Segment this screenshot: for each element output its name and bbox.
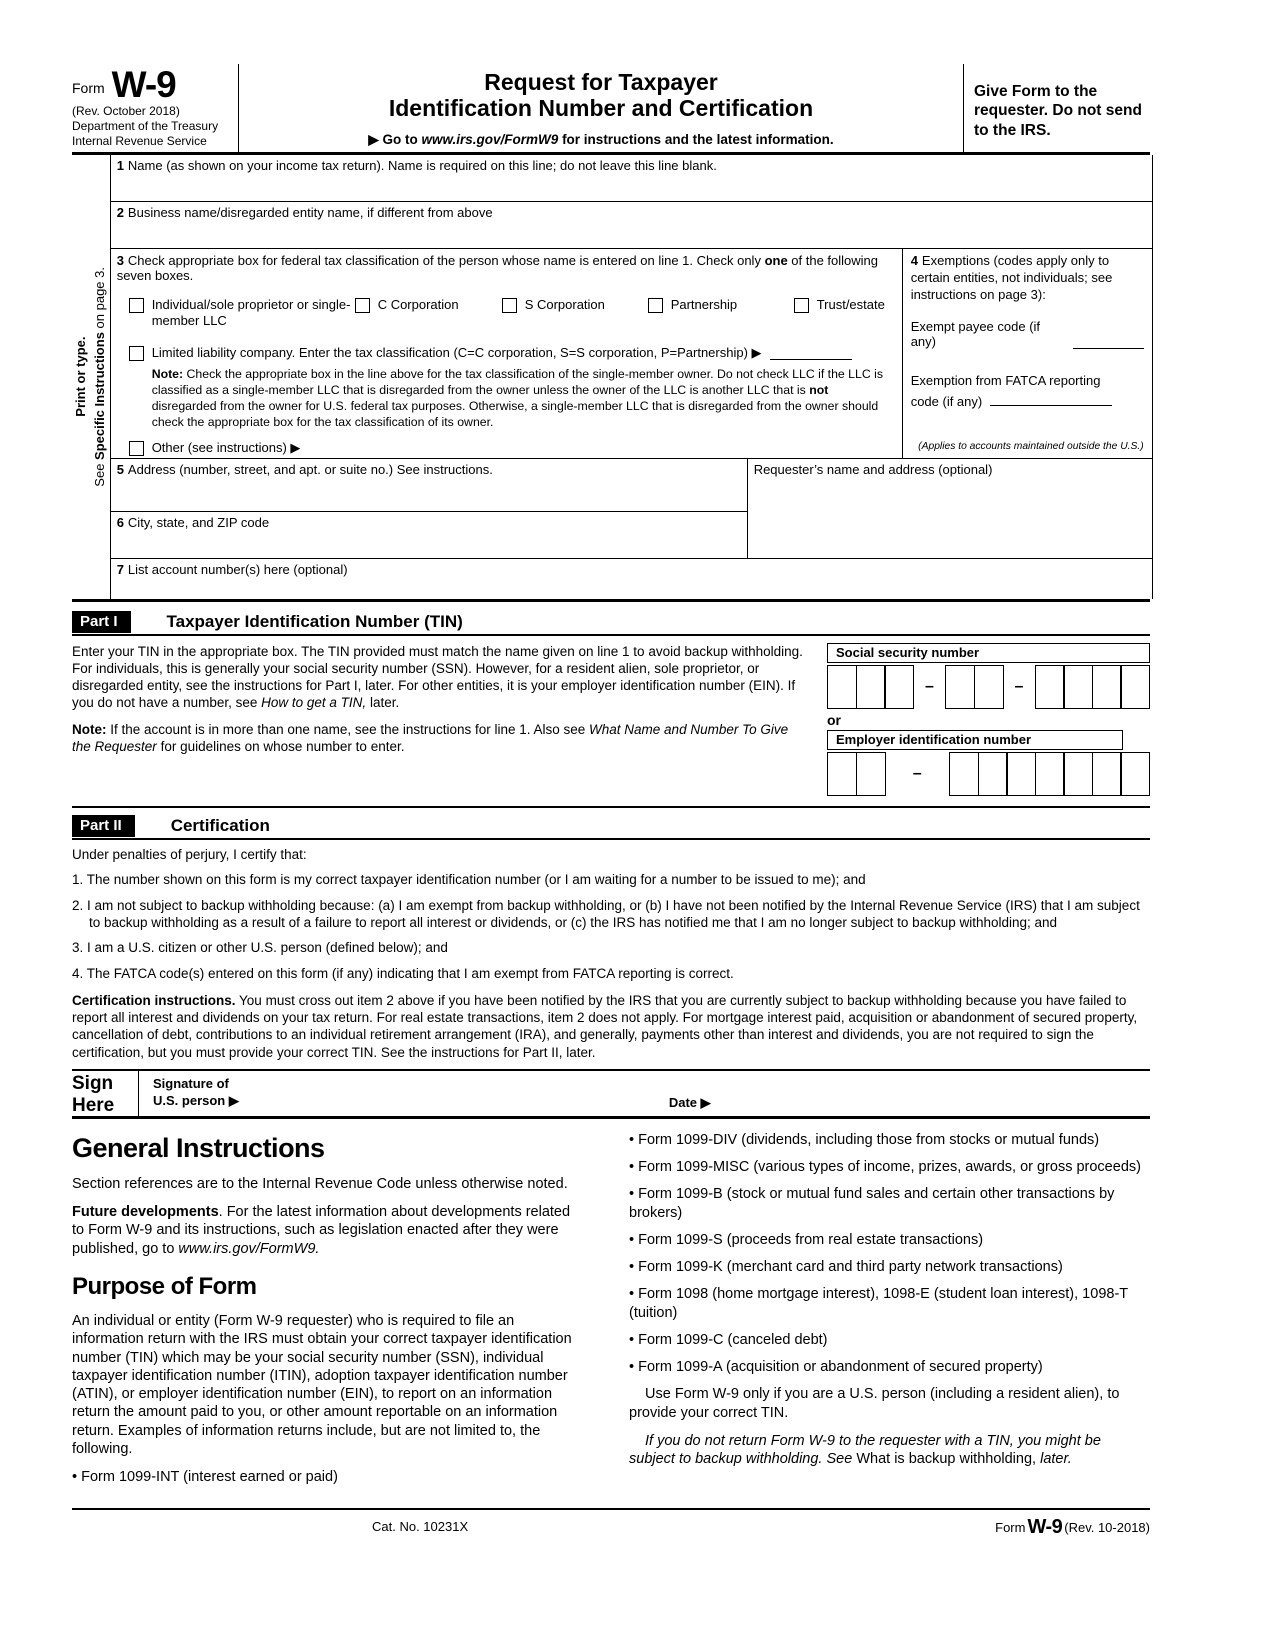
sign-label-line1: Sign: [72, 1072, 114, 1094]
certification-item-2: 2. I am not subject to backup withholding because: (a) I am exempt from backup withholding, or (b) I have not been notified by the Internal Revenue Service (IRS) that I am subject to backup withholding as a result of a failure to report all interest or dividends, or (c) the IRS has notified me that I am no longer subject to backup withholding; and: [72, 897, 1140, 930]
form-list-item: • Form 1099-MISC (various types of income, prizes, awards, or gross proceeds): [629, 1158, 1150, 1176]
form-number: W-9: [111, 64, 176, 105]
certification-instructions-label: Certification instructions.: [72, 992, 236, 1008]
s-corporation-checkbox-label: S Corporation: [524, 297, 605, 313]
sidebar-line2-prefix: See: [91, 460, 107, 488]
ein-digit-row: [827, 752, 1150, 796]
trust-estate-checkbox-label: Trust/estate: [816, 297, 885, 313]
fatca-code-input[interactable]: [990, 393, 1112, 406]
instructions-left-column: [72, 1131, 575, 1496]
future-developments-url: www.irs.gov/FormW9.: [178, 1240, 320, 1257]
field6-number: 6: [116, 515, 124, 531]
part2-section: [72, 806, 1150, 1061]
ssn-dash: [925, 678, 934, 696]
ssn-digit-row: [827, 665, 1150, 709]
individual-checkbox[interactable]: [129, 298, 144, 313]
catalog-number: Cat. No. 10231X: [372, 1518, 469, 1534]
signature-label-line1: Signature of: [153, 1075, 229, 1091]
form-list-item: • Form 1099-B (stock or mutual fund sales and certain other transactions by brokers): [629, 1185, 1150, 1222]
c-corporation-checkbox-label: C Corporation: [377, 297, 459, 313]
part1-paragraph1-italic: How to get a TIN,: [261, 695, 367, 711]
instructions-right-column: [629, 1131, 1150, 1496]
exempt-payee-code-input[interactable]: [1073, 336, 1144, 349]
field2-label: Business name/disregarded entity name, if different from above: [127, 205, 493, 221]
page-footer: [72, 1508, 1150, 1538]
other-checkbox-row: [129, 440, 894, 456]
part1-instructions: [72, 643, 827, 796]
s-corporation-checkbox[interactable]: [502, 298, 517, 313]
certification-body: [72, 840, 1150, 1061]
requester-name-box: [747, 459, 1152, 559]
ein-digit-box[interactable]: [827, 752, 857, 796]
ssn-digit-box[interactable]: [945, 665, 975, 709]
signature-section: [72, 1069, 1150, 1119]
field4-label: [911, 253, 1144, 304]
date-label: Date ▶: [668, 1094, 711, 1110]
future-developments-label: Future developments: [72, 1204, 219, 1221]
field5-number: 5: [116, 462, 124, 478]
sign-label-line2: Here: [72, 1094, 115, 1116]
c-corporation-checkbox[interactable]: [355, 298, 370, 313]
llc-note: [152, 367, 894, 431]
field1-number: 1: [116, 158, 124, 174]
footer-form-id: [995, 1515, 1150, 1538]
form-list-item: • Form 1099-A (acquisition or abandonment of secured property): [629, 1358, 1150, 1376]
llc-classification-input[interactable]: [770, 347, 852, 360]
form-agency: Internal Revenue Service: [72, 133, 207, 148]
future-developments-paragraph: [72, 1203, 575, 1258]
purpose-of-form-paragraph: An individual or entity (Form W-9 requester) who is required to file an information return with the IRS must obtain your correct taxpayer identification number (TIN) which may be your social security number (SSN), individual taxpayer identification number (ITIN), adoption taxpayer identification number (ATIN), or employer identification number (EIN), to report on an information return the amount paid to you, or other amount reportable on an information return. Examples of information returns include, but are not limited to, the following.: [72, 1313, 572, 1457]
ein-digit-box[interactable]: [1035, 752, 1065, 796]
field6-label: City, state, and ZIP code: [127, 515, 270, 531]
checkbox-item-partnership: [648, 297, 794, 330]
general-instructions-heading: General Instructions: [72, 1132, 325, 1163]
form-list-item: • Form 1099-S (proceeds from real estate transactions): [629, 1231, 1150, 1249]
field4-number: 4: [910, 253, 918, 269]
form-list-item: • Form 1099-C (canceled debt): [629, 1331, 1150, 1349]
ssn-label: Social security number: [827, 643, 1150, 663]
goto-suffix: for instructions and the latest information.: [558, 131, 834, 147]
llc-checkbox-label: Limited liability company. Enter the tax classification (C=C corporation, S=S corporation, P=Partnership) ▶: [151, 344, 762, 360]
field3-label: [117, 253, 894, 283]
llc-checkbox-row: [129, 345, 894, 361]
ssn-digit-box[interactable]: [1092, 665, 1122, 709]
backup-withholding-italic1: If you do not return Form W-9 to the requester with a TIN, you might be subject to backup withholding. See: [629, 1433, 1101, 1468]
requester-label: Requester’s name and address (optional): [753, 462, 993, 478]
form-department: Department of the Treasury: [72, 118, 219, 133]
llc-note-label: Note:: [151, 366, 184, 381]
part1-header: [72, 611, 1150, 636]
use-form-paragraph: Use Form W-9 only if you are a U.S. person (including a resident alien), to provide your correct TIN.: [629, 1386, 1120, 1421]
formw9-url-link[interactable]: www.irs.gov/FormW9: [421, 131, 559, 147]
part1-paragraph1-suffix: later.: [366, 695, 400, 711]
backup-withholding-italic2: later.: [1036, 1451, 1072, 1468]
checkbox-item-individual: [129, 297, 355, 330]
field3-label-bold: one: [764, 253, 788, 269]
sidebar-line2-bold: Specific Instructions: [91, 332, 107, 461]
field-rows-5-6: [111, 459, 1152, 559]
certification-intro: Under penalties of perjury, I certify that:: [72, 847, 307, 863]
field-row-business-name: [111, 202, 1152, 249]
ein-digit-box[interactable]: [1006, 752, 1036, 796]
part1-title: Taxpayer Identification Number (TIN): [166, 612, 463, 632]
date-input[interactable]: [711, 1071, 1150, 1116]
field3-label-suffix: of the following seven boxes.: [116, 253, 879, 284]
ssn-digit-box[interactable]: [1063, 665, 1093, 709]
certification-item-1: 1. The number shown on this form is my correct taxpayer identification number (or I am waiting for a number to be issued to me); and: [72, 872, 866, 888]
tin-entry-area: [827, 643, 1150, 796]
llc-checkbox[interactable]: [129, 346, 144, 361]
certification-instructions-text: You must cross out item 2 above if you have been notified by the IRS that you are currently subject to backup withholding because you have failed to report all interest and dividends on your tax return. For real estate transactions, item 2 does not apply. For mortgage interest paid, acquisition or abandonment of secured property, cancellation of debt, contributions to an individual retirement arrangement (IRA), and generally, payments other than interest and dividends, you are not required to sign the certification, but you must provide your correct TIN. See the instructions for Part II, later.: [72, 992, 1138, 1060]
applies-outside-us-note: (Applies to accounts maintained outside the U.S.): [918, 441, 1144, 453]
backup-withholding-reference: What is backup withholding,: [856, 1451, 1037, 1468]
backup-withholding-paragraph: [629, 1432, 1150, 1469]
form-list-item: • Form 1099-INT (interest earned or paid): [72, 1468, 575, 1486]
field-row-address: [111, 459, 747, 512]
field7-label: List account number(s) here (optional): [127, 562, 348, 578]
purpose-of-form-heading: Purpose of Form: [72, 1272, 257, 1300]
fatca-label-line2: [911, 392, 1144, 413]
sign-here-label: [72, 1071, 138, 1116]
ein-label: Employer identification number: [827, 730, 1123, 750]
llc-note-bold: not: [809, 382, 829, 397]
checkbox-item-s-corp: [502, 297, 648, 330]
part2-title: Certification: [170, 816, 270, 836]
part2-label: Part II: [72, 815, 135, 837]
ein-digit-box[interactable]: [978, 752, 1008, 796]
requester-input[interactable]: [754, 477, 1146, 547]
exemptions-section: [902, 249, 1152, 458]
ein-digit-box[interactable]: [949, 752, 979, 796]
part2-header: [72, 815, 1150, 840]
ein-digit-box[interactable]: [1120, 752, 1150, 796]
checkbox-item-trust-estate: [794, 297, 885, 330]
classification-checkbox-row: [129, 297, 894, 330]
arrow-icon: ▶ Go to: [368, 131, 422, 147]
field7-number: 7: [116, 562, 124, 578]
form-title-line2: Identification Number and Certification: [388, 94, 814, 121]
field3-number: 3: [116, 253, 124, 269]
part1-note-text: If the account is in more than one name, see the instructions for line 1. Also see: [106, 722, 590, 738]
field2-number: 2: [116, 205, 124, 221]
fatca-label-line2-text: code (if any): [910, 393, 983, 409]
certification-item-4: 4. The FATCA code(s) entered on this form (if any) indicating that I am exempt from FATCA reporting is correct.: [72, 965, 734, 981]
sign-divider: [138, 1071, 139, 1116]
part1-section: [72, 611, 1150, 796]
form-list-item: • Form 1098 (home mortgage interest), 1098-E (student loan interest), 1098-T (tuition): [629, 1285, 1150, 1322]
taxpayer-fields-section: [72, 155, 1150, 602]
ein-digit-box[interactable]: [856, 752, 886, 796]
field3-label-prefix: Check appropriate box for federal tax classification of the person whose name is entered on line 1. Check only: [127, 253, 765, 269]
future-developments-text: . For the latest information about developments related to Form W-9 and its instructions, such as legislation enacted after they were published, go to: [72, 1204, 571, 1257]
partnership-checkbox[interactable]: [648, 298, 663, 313]
signature-input[interactable]: [239, 1071, 669, 1116]
footer-revision: (Rev. 10-2018): [1064, 1519, 1150, 1535]
tax-classification-section: [111, 249, 902, 458]
fatca-exemption-block: [911, 371, 1144, 413]
field-row-account-numbers: [111, 559, 1152, 599]
llc-note-text2: disregarded from the owner for U.S. federal tax purposes. Otherwise, a single-member LLC that is disregarded from the owner should check the appropriate box for the tax classification of its owner.: [151, 398, 879, 429]
part1-note-label: Note:: [72, 722, 107, 738]
trust-estate-checkbox[interactable]: [794, 298, 809, 313]
field-row-city: [111, 512, 747, 559]
ssn-digit-box[interactable]: [856, 665, 886, 709]
partnership-checkbox-label: Partnership: [670, 297, 738, 313]
signature-of-label: [153, 1071, 239, 1116]
part1-note-suffix: for guidelines on whose number to enter.: [156, 739, 405, 755]
part1-note: [72, 721, 805, 755]
general-instructions-section: [72, 1119, 1150, 1496]
field1-label: Name (as shown on your income tax return). Name is required on this line; do not leave this line blank.: [127, 158, 717, 174]
field-row-name: [111, 155, 1152, 202]
form-list-item: • Form 1099-DIV (dividends, including those from stocks or mutual funds): [629, 1131, 1150, 1149]
form-word-label: Form: [72, 80, 105, 97]
other-checkbox-label: Other (see instructions) ▶: [151, 439, 301, 455]
exempt-payee-label: Exempt payee code (if any): [910, 318, 1041, 349]
llc-note-text1: Check the appropriate box in the line above for the tax classification of the single-member owner. Do not check LLC if the LLC is classified as a single-member LLC that is disregarded from the owner unless the owner of the LLC is another LLC that is: [151, 366, 884, 397]
section-references-paragraph: Section references are to the Internal Revenue Code unless otherwise noted.: [72, 1175, 568, 1192]
individual-checkbox-label: Individual/sole proprietor or single-member LLC: [151, 297, 351, 329]
signature-label-line2: U.S. person ▶: [153, 1093, 239, 1109]
give-form-note: Give Form to the requester. Do not send to the IRS.: [974, 83, 1142, 139]
ssn-dash: [1015, 678, 1024, 696]
ein-dash: [913, 765, 922, 783]
part1-note-italic: What Name and Number To Give the Requester: [72, 722, 789, 755]
form-id-block: [72, 64, 238, 152]
footer-form-word: Form: [995, 1519, 1026, 1535]
sidebar-line2-suffix: on page 3.: [91, 267, 107, 333]
or-label: or: [827, 712, 841, 729]
certification-instructions: [72, 992, 1150, 1061]
sidebar-line1: Print or type.: [73, 337, 88, 418]
fatca-label-line1: Exemption from FATCA reporting: [910, 372, 1101, 388]
form-list-item: • Form 1099-K (merchant card and third party network transactions): [629, 1258, 1150, 1276]
other-checkbox[interactable]: [129, 441, 144, 456]
ein-digit-box[interactable]: [1063, 752, 1093, 796]
part1-paragraph1-text: Enter your TIN in the appropriate box. The TIN provided must match the name given on line 1 to avoid backup withholding. For individuals, this is generally your social security number (SSN). However, for a resident alien, sole proprietor, or disregarded entity, see the instructions for Part I, later. For other entities, it is your employer identification number (EIN). If you do not have a number, see: [72, 644, 803, 711]
checkbox-item-c-corp: [355, 297, 502, 330]
sidebar-line2: [91, 267, 110, 487]
exempt-payee-line: [911, 319, 1144, 349]
ssn-digit-box[interactable]: [884, 665, 914, 709]
ssn-digit-box[interactable]: [1035, 665, 1065, 709]
part1-paragraph1: [72, 643, 805, 711]
ssn-digit-box[interactable]: [974, 665, 1004, 709]
part1-label: Part I: [72, 611, 131, 633]
footer-form-number: W-9: [1027, 1515, 1063, 1538]
field4-label-text: Exemptions (codes apply only to certain entities, not individuals; see instructions on page 3):: [910, 253, 1113, 302]
ein-digit-box[interactable]: [1092, 752, 1122, 796]
field5-label: Address (number, street, and apt. or suite no.) See instructions.: [127, 462, 493, 478]
ssn-digit-box[interactable]: [827, 665, 857, 709]
goto-instructions-line: [249, 132, 953, 148]
field-row-classification: [111, 249, 1152, 459]
ssn-digit-box[interactable]: [1120, 665, 1150, 709]
certification-item-3: 3. I am a U.S. citizen or other U.S. person (defined below); and: [72, 940, 448, 956]
print-or-type-sidebar: [72, 155, 110, 599]
form-revision: (Rev. October 2018): [72, 104, 180, 119]
form-title-block: [238, 64, 964, 152]
form-title-line1: Request for Taxpayer: [484, 69, 718, 95]
form-header: [72, 64, 1150, 155]
